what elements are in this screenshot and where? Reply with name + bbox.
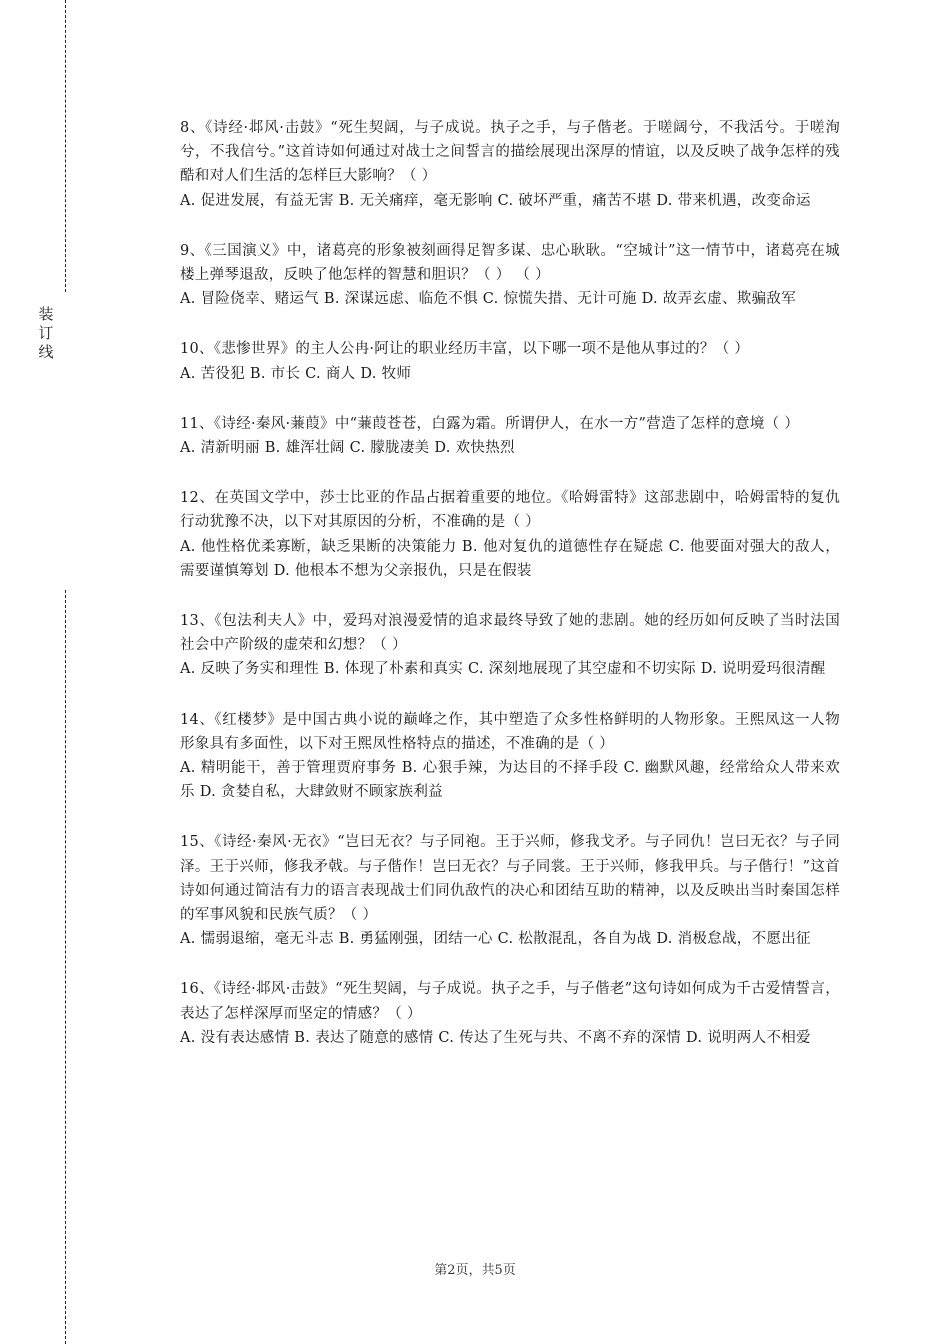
question-options: A. 促进发展，有益无害 B. 无关痛痒，毫无影响 C. 破坏严重，痛苦不堪 D. 带来机遇，改变命运 [180, 192, 811, 209]
question-12 [180, 486, 840, 583]
binding-label-char: 线 [38, 343, 54, 361]
question-stem: 12、在英国文学中，莎士比亚的作品占据着重要的地位。《哈姆雷特》这部悲剧中，哈姆雷特的复仇行动犹豫不决，以下对其原因的分析，不准确的是（ ） [180, 490, 840, 531]
question-stem: 11、《诗经·秦风·蒹葭》中“蒹葭苍苍，白露为霜。所谓伊人，在水一方”营造了怎样的意境（ ） [180, 415, 800, 432]
question-options: A. 没有表达感情 B. 表达了随意的感情 C. 传达了生死与共、不离不弃的深情 D. 说明两人不相爱 [180, 1029, 811, 1046]
question-options: A. 反映了务实和理性 B. 体现了朴素和真实 C. 深刻地展现了其空虚和不切实际 D. 说明爱玛很清醒 [180, 661, 826, 678]
question-stem: 15、《诗经·秦风·无衣》“岂曰无衣？与子同袍。王于兴师，修我戈矛。与子同仇！岂曰无衣？与子同泽。王于兴师，修我矛戟。与子偕作！岂曰无衣？与子同裳。王于兴师，修我甲兵。与子偕行！”这首诗如何通过简洁有力的语言表现战士们同仇敌忾的决心和团结互助的精神，以及反映出当时秦国怎样的军事风貌和民族气质？（ ） [180, 834, 840, 924]
question-11 [180, 412, 840, 460]
binding-label-char: 装 [38, 305, 54, 323]
question-options: A. 他性格优柔寡断，缺乏果断的决策能力 B. 他对复仇的道德性存在疑虑 C. 他要面对强大的敌人，需要谨慎筹划 D. 他根本不想为父亲报仇，只是在假装 [180, 538, 840, 579]
question-options: A. 精明能干，善于管理贾府事务 B. 心狠手辣，为达目的不择手段 C. 幽默风趣，经常给众人带来欢乐 D. 贪婪自私，大肆敛财不顾家族利益 [180, 760, 840, 801]
question-15 [180, 830, 840, 951]
question-options: A. 苦役犯 B. 市长 C. 商人 D. 牧师 [180, 365, 412, 382]
question-stem: 8、《诗经·邶风·击鼓》“死生契阔，与子成说。执子之手，与子偕老。于嗟阔兮，不我活兮。于嗟洵兮，不我信兮。”这首诗如何通过对战士之间誓言的描绘展现出深厚的情谊，以及反映了战争怎样的残酷和对人们生活的怎样巨大影响？（ ） [180, 120, 840, 185]
question-16 [180, 977, 840, 1050]
question-list [180, 116, 840, 1076]
binding-dashed-line-bottom [65, 590, 66, 1344]
question-stem: 14、《红楼梦》是中国古典小说的巅峰之作，其中塑造了众多性格鲜明的人物形象。王熙凤这一人物形象具有多面性，以下对王熙凤性格特点的描述，不准确的是（ ） [180, 711, 840, 752]
binding-label-char: 订 [38, 324, 54, 342]
page-indicator: 第2页，共5页 [434, 1263, 516, 1278]
question-9 [180, 239, 840, 312]
question-10 [180, 337, 840, 385]
binding-dashed-line-top [65, 0, 66, 292]
question-stem: 13、《包法利夫人》中，爱玛对浪漫爱情的追求最终导致了她的悲剧。她的经历如何反映了当时法国社会中产阶级的虚荣和幻想？（ ） [180, 613, 840, 654]
question-stem: 10、《悲惨世界》的主人公冉·阿让的职业经历丰富，以下哪一项不是他从事过的？（ ） [180, 341, 750, 358]
question-stem: 16、《诗经·邶风·击鼓》“死生契阔，与子成说。执子之手，与子偕老”这句诗如何成为千古爱情誓言，表达了怎样深厚而坚定的情感？（ ） [180, 981, 840, 1022]
question-13 [180, 609, 840, 682]
question-options: A. 清新明丽 B. 雄浑壮阔 C. 朦胧凄美 D. 欢快热烈 [180, 440, 515, 457]
question-options: A. 冒险侥幸、赌运气 B. 深谋远虑、临危不惧 C. 惊慌失措、无计可施 D. 故弄玄虚、欺骗敌军 [180, 291, 797, 308]
question-stem: 9、《三国演义》中，诸葛亮的形象被刻画得足智多谋、忠心耿耿。“空城计”这一情节中，诸葛亮在城楼上弹琴退敌，反映了他怎样的智慧和胆识？（ ） （ ） [180, 242, 840, 284]
question-8 [180, 116, 840, 213]
question-14 [180, 708, 840, 805]
question-options: A. 懦弱退缩，毫无斗志 B. 勇猛刚强，团结一心 C. 松散混乱，各自为战 D. 消极怠战，不愿出征 [180, 931, 811, 948]
binding-margin-label [37, 305, 55, 362]
